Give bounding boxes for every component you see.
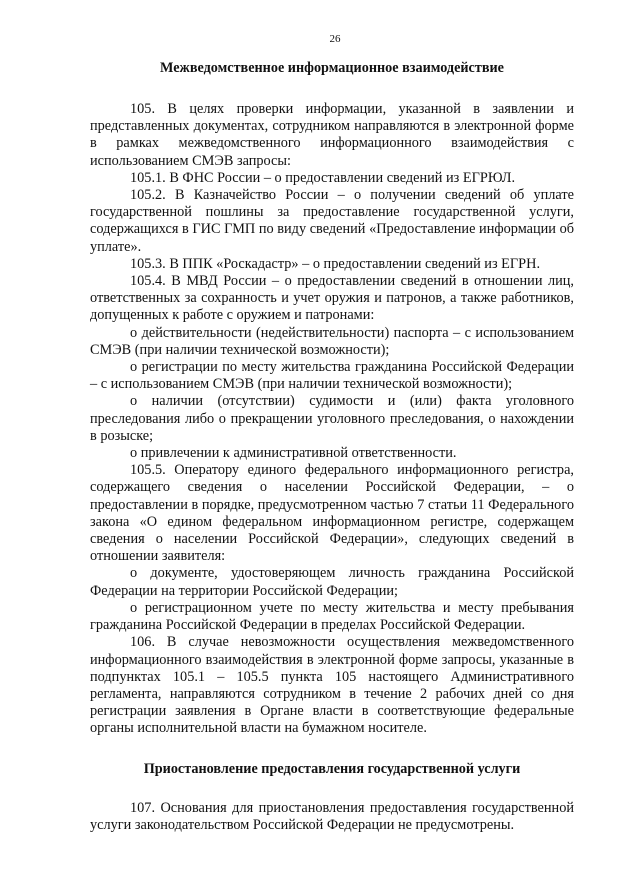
paragraph-105: 105. В целях проверки информации, указанной в заявлении и представленных документах, сотрудником направляются в электронной форме в рамках межведомственного информационного взаимодействия с использованием СМЭВ запросы: (90, 101, 574, 169)
section-interagency-interaction (90, 59, 574, 738)
list-item-administrative-liability: о привлечении к административной ответственности. (130, 445, 457, 462)
section-heading: Приостановление предоставления государственной услуги (143, 760, 521, 777)
list-item-passport-validity: о действительности (недействительности) паспорта – с использованием СМЭВ (при наличии технической возможности); (90, 324, 574, 358)
list-item-identity-document: о документе, удостоверяющем личность гражданина Российской Федерации на территории Российской Федерации; (90, 565, 574, 599)
paragraph-105-2: 105.2. В Казначейство России – о получении сведений об уплате государственной пошлины за предоставление государственной услуги, содержащихся в ГИС ГМП по виду сведений «Предоставление информации об уплате». (90, 187, 574, 255)
list-item-criminal-record: о наличии (отсутствии) судимости и (или) факта уголовного преследования либо о прекращении уголовного преследования, о нахождении в розыске; (90, 393, 574, 444)
paragraph-107: 107. Основания для приостановления предоставления государственной услуги законодательством Российской Федерации не предусмотрены. (90, 799, 574, 833)
section-heading: Межведомственное информационное взаимодействие (160, 60, 504, 76)
paragraph-106: 106. В случае невозможности осуществления межведомственного информационного взаимодействия в электронной форме запросы, указанные в подпунктах 105.1 – 105.5 пункта 105 настоящего Административного регламента, направляются сотрудником в течение 2 рабочих дней со дня регистрации заявления в Органе власти в соответствующие федеральные органы исполнительной власти на бумажном носителе. (90, 634, 574, 737)
section-suspension (90, 760, 574, 834)
paragraph-105-5: 105.5. Оператору единого федерального информационного регистра, содержащего сведения о населении Российской Федерации, – о предоставлении в порядке, предусмотренном частью 7 статьи 11 Федерального закона «О едином федеральном информационном регистре, содержащем сведения о населении Российской Федерации», следующих сведений в отношении заявителя: (90, 462, 574, 565)
paragraph-105-4: 105.4. В МВД России – о предоставлении сведений в отношении лиц, ответственных за сохранность и учет оружия и патронов, а также работников, допущенных к работе с оружием и патронами: (90, 273, 574, 324)
paragraph-105-3: 105.3. В ППК «Роскадастр» – о предоставлении сведений из ЕГРН. (130, 255, 541, 272)
list-item-residence-registration: о регистрации по месту жительства гражданина Российской Федерации – с использованием СМЭВ (при наличии технической возможности); (90, 359, 574, 393)
list-item-registration-accounting: о регистрационном учете по месту жительства и месту пребывания гражданина Российской Федерации в пределах Российской Федерации. (90, 599, 574, 634)
page-number: 26 (329, 33, 341, 45)
paragraph-105-1: 105.1. В ФНС России – о предоставлении сведений из ЕГРЮЛ. (130, 169, 516, 186)
